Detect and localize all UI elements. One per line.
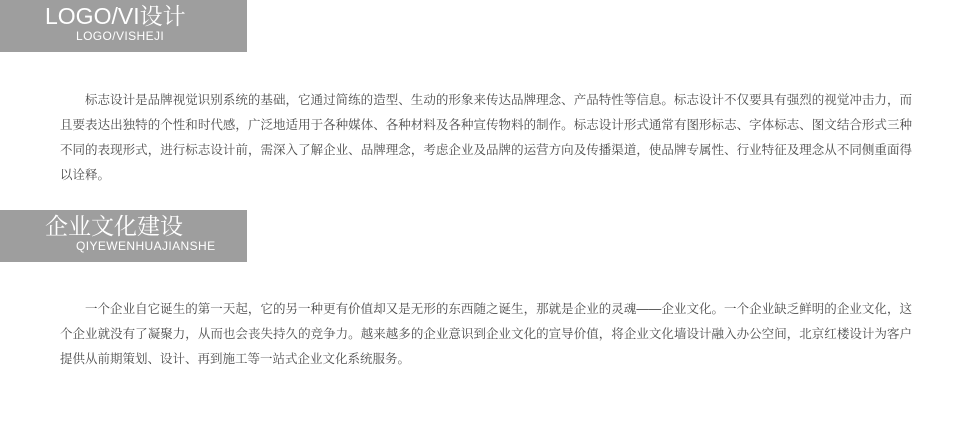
section-body-culture: 一个企业自它诞生的第一天起，它的另一种更有价值却又是无形的东西随之诞生，那就是企业的灵魂——企业文化。一个企业缺乏鲜明的企业文化，这个企业就没有了凝聚力，从而也会丧失持久的竞争力。越来越多的企业意识到企业文化的宣导价值，将企业文化墙设计融入办公空间，北京红楼设计为客户提供从前期策划、设计、再到施工等一站式企业文化系统服务。	[60, 302, 912, 366]
section-subtitle-culture: QIYEWENHUAJIANSHE	[76, 239, 216, 253]
section-body-logo-vi: 标志设计是品牌视觉识别系统的基础，它通过简练的造型、生动的形象来传达品牌理念、产品特性等信息。标志设计不仅要具有强烈的视觉冲击力，而且要表达出独特的个性和时代感，广泛地适用于各种媒体、各种材料及各种宣传物料的制作。标志设计形式通常有图形标志、字体标志、图文结合形式三种不同的表现形式，进行标志设计前，需深入了解企业、品牌理念，考虑企业及品牌的运营方向及传播渠道，使品牌专属性、行业特征及理念从不同侧重面得以诠释。	[60, 93, 912, 182]
section-title-logo-vi: LOGO/VI设计	[45, 3, 186, 29]
section-banner-culture	[0, 210, 247, 262]
section-banner-logo-vi	[0, 0, 247, 52]
section-subtitle-logo-vi: LOGO/VISHEJI	[76, 29, 165, 43]
section-title-culture: 企业文化建设	[45, 213, 183, 239]
